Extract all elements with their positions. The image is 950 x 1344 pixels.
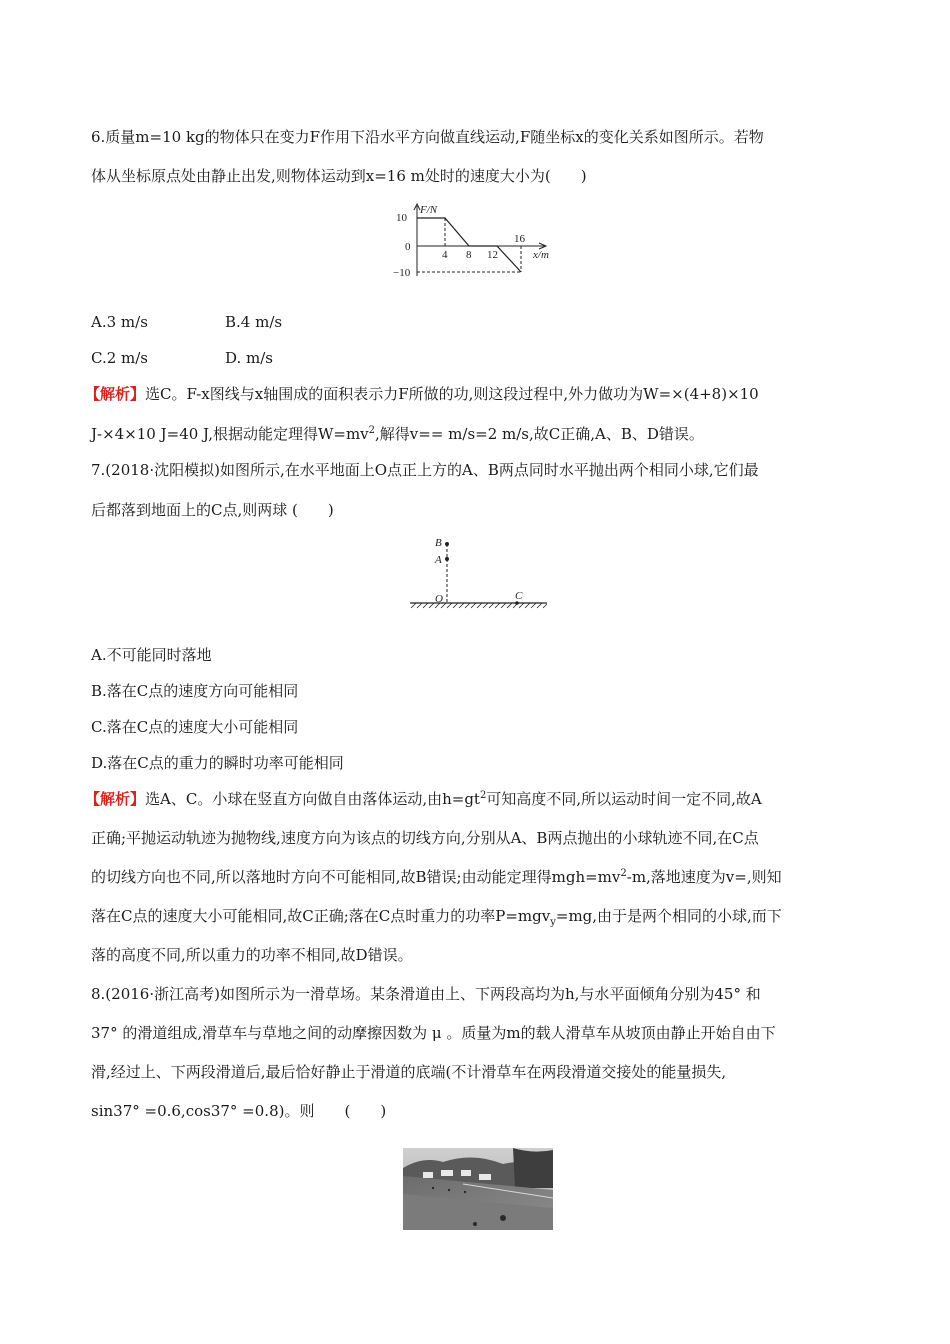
q6-graph-tick-8: 8 (466, 249, 472, 261)
q6-graph-tick-10: 10 (396, 212, 407, 224)
q7-option-d: D.落在C点的重力的瞬时功率可能相同 (91, 754, 344, 772)
q6-option-d: D. m/s (225, 349, 274, 367)
q7-analysis-sub-4: y (550, 917, 556, 928)
q7-analysis-sup-3: 2 (620, 868, 627, 879)
q7-option-b: B.落在C点的速度方向可能相同 (91, 682, 299, 700)
q7-projectile-figure (405, 532, 550, 612)
q6-analysis-text-2a: J-×4×10 J=40 J,根据动能定理得W=mv (91, 425, 369, 443)
q8-stem-line-1: 8.(2016·浙江高考)如图所示为一滑草场。某条滑道由上、下两段高均为h,与水平面倾角分别为45° 和 (91, 985, 761, 1003)
q6-graph-tick-12: 12 (487, 249, 498, 261)
q8-grass-ski-photo (403, 1148, 553, 1230)
q6-analysis-line-1 (85, 384, 759, 404)
q7-ground-hatch (411, 603, 547, 608)
q7-analysis-text-3b: -m,落地速度为v=,则知 (626, 868, 782, 886)
q6-graph-tick-minus10: −10 (393, 267, 411, 279)
q7-analysis-line-5: 落的高度不同,所以重力的功率不相同,故D错误。 (91, 946, 413, 964)
q7-stem-line-2: 后都落到地面上的C点,则两球 ( ) (91, 501, 334, 519)
q7-analysis-text-4b: =mg,由于是两个相同的小球,而下 (555, 907, 782, 925)
q8-stem-line-2: 37° 的滑道组成,滑草车与草地之间的动摩擦因数为 μ 。质量为m的载人滑草车从坡顶由静止开始自由下 (91, 1024, 776, 1042)
q7-label-b: B (435, 537, 442, 549)
q7-point-a (445, 557, 449, 561)
q7-analysis-sup-1: 2 (479, 790, 487, 801)
q7-analysis-text-1a: 选A、C。小球在竖直方向做自由落体运动,由h=gt (145, 790, 480, 808)
q6-force-graph (393, 200, 563, 284)
q7-analysis-text-4a: 落在C点的速度大小可能相同,故C正确;落在C点时重力的功率P=mgv (91, 907, 551, 925)
q7-label-a: A (435, 554, 442, 566)
q7-point-b (445, 542, 449, 546)
q7-option-a: A.不可能同时落地 (91, 646, 212, 664)
q6-analysis-text-1: 选C。F-x图线与x轴围成的面积表示力F所做的功,则这段过程中,外力做功为W=×(4+8)×10 (145, 385, 759, 403)
q6-option-a: A.3 m/s (91, 313, 148, 331)
q7-analysis-text-3a: 的切线方向也不同,所以落地时方向不可能相同,故B错误;由动能定理得mgh=mv (91, 868, 621, 886)
q7-analysis-text-1b: 可知高度不同,所以运动时间一定不同,故A (486, 790, 762, 808)
q6-graph-force-curve (417, 218, 521, 272)
q6-graph-x-label: x/m (533, 249, 549, 261)
q7-option-c: C.落在C点的速度大小可能相同 (91, 718, 299, 736)
q6-stem-line-1: 6.质量m=10 kg的物体只在变力F作用下沿水平方向做直线运动,F随坐标x的变化关系如图所示。若物 (91, 128, 764, 146)
q7-label-o: O (435, 593, 443, 605)
q7-stem-line-1: 7.(2018·沈阳模拟)如图所示,在水平地面上O点正上方的A、B两点同时水平抛出两个相同小球,它们最 (91, 461, 759, 479)
q7-label-c: C (515, 590, 523, 602)
q6-analysis-text-2b: ,解得v== m/s=2 m/s,故C正确,A、B、D错误。 (375, 425, 704, 443)
q6-analysis-sup: 2 (368, 425, 376, 436)
q7-analysis-line-2: 正确;平抛运动轨迹为抛物线,速度方向为该点的切线方向,分别从A、B两点抛出的小球轨迹不同,在C点 (91, 829, 759, 847)
q7-analysis-line-4 (91, 906, 782, 926)
q6-analysis-line-2 (91, 424, 704, 444)
q8-stem-line-3: 滑,经过上、下两段滑道后,最后恰好静止于滑道的底端(不计滑草车在两段滑道交接处的能量损失, (91, 1063, 727, 1081)
q6-option-c: C.2 m/s (91, 349, 148, 367)
q6-graph-y-label: F/N (420, 204, 438, 216)
q7-analysis-tag: 【解析】 (85, 790, 146, 808)
q6-graph-tick-0: 0 (405, 241, 411, 253)
q6-graph-tick-4: 4 (442, 249, 448, 261)
q6-option-b: B.4 m/s (225, 313, 283, 331)
q6-stem-line-2: 体从坐标原点处由静止出发,则物体运动到x=16 m处时的速度大小为( ) (91, 167, 587, 185)
q6-graph-tick-16: 16 (514, 233, 525, 245)
q7-analysis-line-3 (91, 867, 782, 887)
q8-stem-line-4: sin37° =0.6,cos37° =0.8)。则 ( ) (91, 1102, 387, 1120)
q7-analysis-line-1 (85, 789, 762, 809)
q6-analysis-tag: 【解析】 (85, 385, 146, 403)
